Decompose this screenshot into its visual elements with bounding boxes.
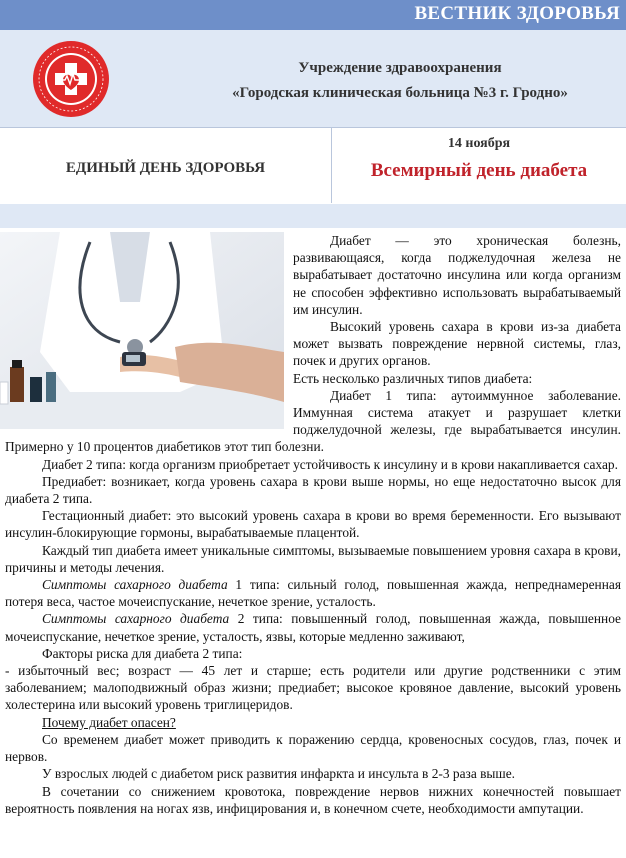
event-name: Всемирный день диабета — [370, 160, 588, 181]
paragraph: Диабет — это хроническая болезнь, развивающаяся, когда поджелудочная железа не вырабатывает достаточно инсулина или когда организм не способен эффективно использовать вырабатываемый им инсулин. — [293, 233, 621, 317]
paragraph: Диабет 1 типа: аутоиммунное заболевание. Иммунная система атакует и разрушает клетки поджелудочной железы, где вырабатывается инсулин. Примерно у 10 процентов диабетиков этот тип болезни. — [5, 387, 621, 455]
paragraph: Предиабет: возникает, когда уровень сахара в крови выше нормы, но еще недостаточно высок для диабета 2 типа. — [5, 473, 621, 507]
organization-type: Учреждение здравоохранения — [298, 60, 502, 76]
paragraph: Со временем диабет может приводить к поражению сердца, кровеносных сосудов, глаз, почек и нервов. — [5, 731, 621, 765]
text: 2 типа: повышенный голод, повышенная жажда, повышенное мочеиспускание, нечеткое зрение, усталость, язвы, которые медленно заживают, — [5, 611, 621, 644]
article-body — [5, 232, 621, 817]
health-day-title: ЕДИНЫЙ ДЕНЬ ЗДОРОВЬЯ — [65, 160, 266, 176]
photo-placeholder — [5, 232, 293, 431]
paragraph: Высокий уровень сахара в крови из-за диабета может вызвать повреждение нервной системы, глаз, почек и других органов. — [293, 319, 621, 369]
paragraph: Гестационный диабет: это высокий уровень сахара в крови во время беременности. Его вызывают инсулин-блокирующие гормоны, вырабатываемые плацентой. — [5, 508, 621, 541]
paragraph: Факторы риска для диабета 2 типа: — [42, 645, 243, 661]
event-date: 14 ноября — [447, 136, 511, 151]
paragraph: Диабет 2 типа: когда организм приобретает устойчивость к инсулину и в крови накапливается сахар. — [42, 456, 618, 472]
paragraph: - избыточный вес; возраст — 45 лет и старше; есть родители или другие родственники с этим заболеванием; малоподвижный образ жизни; предиабет; высокое кровяное давление, высокий уровень холестерина или высокий уровень триглицеридов. — [5, 663, 621, 713]
paragraph: Каждый тип диабета имеет уникальные симптомы, вызываемые повышением уровня сахара в крови, причины и методы лечения. — [5, 542, 621, 575]
header-bar — [0, 0, 626, 30]
paragraph — [5, 576, 621, 610]
newsletter-title: ВЕСТНИК ЗДОРОВЬЯ — [414, 3, 620, 24]
organization-name: «Городская клиническая больница №3 г. Гродно» — [232, 85, 568, 101]
paragraph — [5, 714, 621, 731]
hospital-cross-logo-icon — [32, 40, 110, 118]
paragraph: В сочетании со снижением кровотока, повреждение нервов нижних конечностей повышает вероятность появления на ногах язв, инфицирования и, в конечном счете, необходимости ампутации. — [5, 783, 621, 816]
text: 1 типа: сильный голод, повышенная жажда, непреднамеренная потеря веса, частое мочеиспускание, нечеткое зрение, усталость. — [5, 577, 621, 610]
paragraph: Есть несколько различных типов диабета: — [293, 370, 533, 386]
emphasis: Симптомы сахарного диабета — [42, 577, 228, 593]
emphasis: Симптомы сахарного диабета — [42, 611, 230, 627]
paragraph: У взрослых людей с диабетом риск развития инфаркта и инсульта в 2-3 раза выше. — [42, 766, 516, 782]
subheading: Почему диабет опасен? — [42, 714, 176, 730]
separator-band — [0, 204, 626, 228]
paragraph — [5, 610, 621, 644]
